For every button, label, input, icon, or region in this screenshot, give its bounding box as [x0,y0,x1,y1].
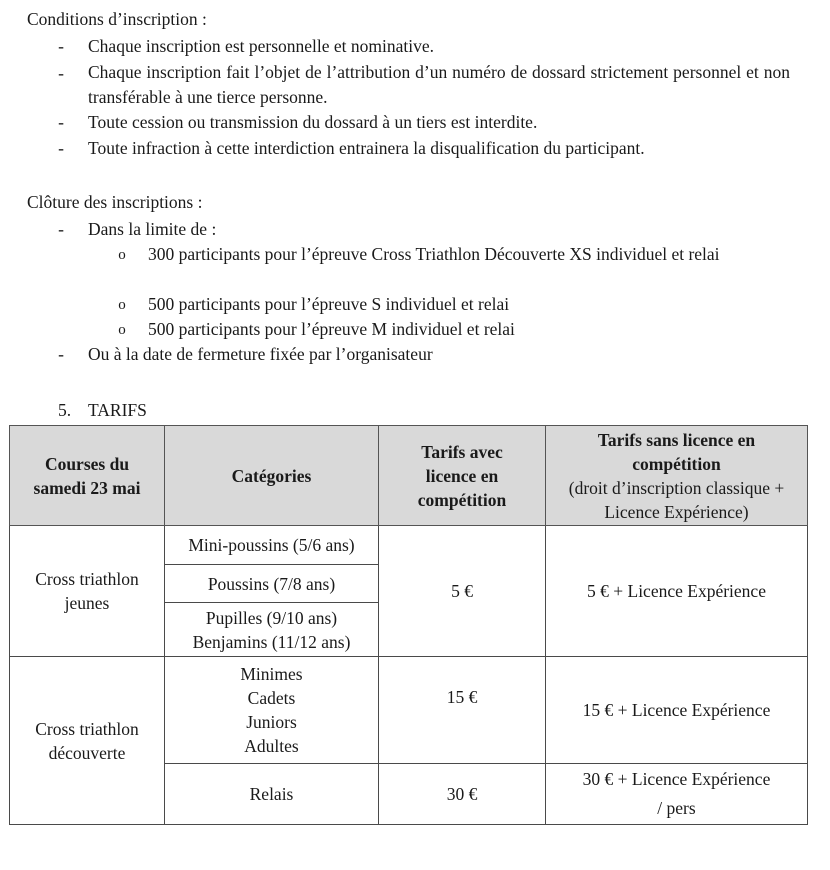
category-cell [165,657,379,764]
dash-bullet-icon: - [58,219,64,239]
price-with-licence-cell: 5 € [379,526,546,657]
header-categories: Catégories [165,426,379,526]
conditions-item: Toute cession ou transmission du dossard à un tiers est interdite. [88,112,538,132]
cloture-subitem: 500 participants pour l’épreuve M individuel et relai [148,319,515,339]
price-with-licence-cell: 15 € [379,657,546,764]
price-line: / pers [657,798,696,818]
cloture-subitem: 300 participants pour l’épreuve Cross Triathlon Découverte XS individuel et relai [148,244,720,264]
price-without-licence-cell: 5 € + Licence Expérience [546,526,808,657]
conditions-item: Chaque inscription est personnelle et nominative. [88,36,435,56]
dash-bullet-icon: - [58,63,64,83]
price-with-licence-cell: 30 € [379,764,546,825]
category-line: Juniors [246,712,297,732]
category-line: Pupilles (9/10 ans) [205,607,338,628]
conditions-title: Conditions d’inscription : [27,9,207,29]
category-line: Minimes [240,664,303,684]
circle-bullet-icon: o [118,247,126,263]
price-without-licence-cell [546,764,808,825]
section-title: TARIFS [88,400,147,420]
table-header-row [10,426,808,526]
circle-bullet-icon: o [118,297,126,313]
price-line: 30 € + Licence Expérience [582,769,771,789]
conditions-item: Chaque inscription fait l’objet de l’attribution d’un numéro de dossard strictement personnel et non transférable à une tierce personne. [88,62,790,107]
header-without-licence-note: (droit d’inscription classique + Licence Expérience) [568,477,785,522]
price-without-licence-cell: 15 € + Licence Expérience [546,657,808,764]
category-cell: Mini-poussins (5/6 ans) [165,526,379,565]
cloture-item: Ou à la date de fermeture fixée par l’organisateur [88,344,433,364]
header-courses: Courses du samedi 23 mai [10,426,165,526]
dash-bullet-icon: - [58,36,64,56]
category-cell: Poussins (7/8 ans) [165,565,379,603]
category-line: Adultes [244,736,299,756]
course-cell: Cross triathlon découverte [10,657,165,825]
course-cell: Cross triathlon jeunes [10,526,165,657]
category-line: Benjamins (11/12 ans) [192,631,351,652]
section-number: 5. [58,400,72,420]
header-with-licence: Tarifs avec licence en compétition [379,426,546,526]
header-without-licence [546,426,808,526]
header-without-licence-title: Tarifs sans licence en compétition [597,429,756,474]
cloture-title: Clôture des inscriptions : [27,192,203,212]
category-cell [165,603,379,657]
tarifs-table [9,425,808,825]
dash-bullet-icon: - [58,344,64,364]
cloture-subitem: 500 participants pour l’épreuve S individuel et relai [148,294,510,314]
dash-bullet-icon: - [58,112,64,132]
category-line: Cadets [247,688,296,708]
table-row [10,526,808,565]
circle-bullet-icon: o [118,322,126,338]
cloture-item: Dans la limite de : [88,219,217,239]
dash-bullet-icon: - [58,138,64,158]
table-row [10,657,808,764]
conditions-item: Toute infraction à cette interdiction entrainera la disqualification du participant. [88,138,645,158]
category-cell: Relais [165,764,379,825]
